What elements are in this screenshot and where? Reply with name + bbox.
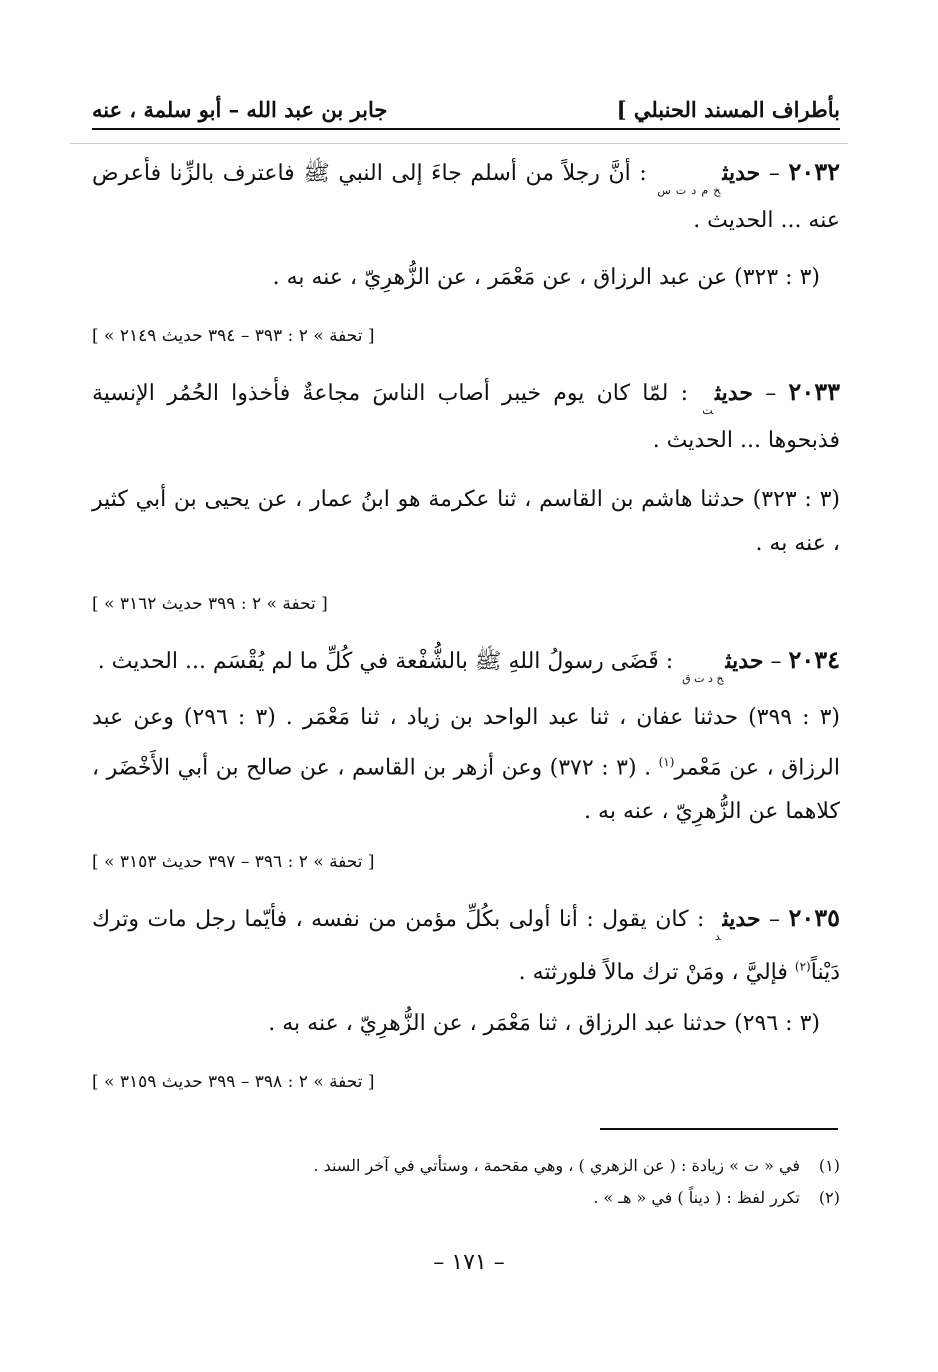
entry-number: ٢٠٣٤ [788, 645, 840, 674]
entry-keyword: حديث$_د$ [714, 906, 761, 943]
footnote-rule [600, 1128, 838, 1130]
entry-source: (٣ : ٣٢٣) حدثنا هاشم بن القاسم ، ثنا عكرمة هو ابنُ عمار ، عن يحيى بن أبي كثير ، عنه به . [92, 487, 840, 556]
footnote-marker[interactable]: (٢) [794, 960, 811, 974]
entry-source: (٣ : ٣٢٣) عن عبد الرزاق ، عن مَعْمَر ، عن الزُّهرِيّ ، عنه به . [272, 265, 820, 290]
footnotes [200, 1150, 840, 1214]
header-chapter-title: جابر بن عبد الله – أبو سلمة ، عنه [92, 97, 388, 122]
tuhfa-reference: [ « تحفة » ٢ : ٣٩٨ – ٣٩٩ حديث ٣١٥٩ ] [92, 1072, 375, 1092]
tuhfa-reference: [ « تحفة » ٢ : ٣٩٣ – ٣٩٤ حديث ٢١٤٩ ] [92, 326, 375, 346]
footnote-2: (٢)تكرر لفظ : ( ديناً ) في « هـ » . [593, 1188, 840, 1207]
footnote-marker[interactable]: (١) [658, 755, 675, 769]
entry-text: : أنَّ رجلاً من أسلم جاءَ إلى النبي ﷺ فاعترف بالزِّنا فأعرض عنه ... الحديث . [92, 161, 840, 233]
hadith-entry-2032 [92, 150, 840, 243]
entry-text: : لمّا كان يوم خيبر أصاب الناسَ مجاعةٌ فأخذوا الحُمُر الإنسية فذبحوها ... الحديث . [92, 381, 840, 453]
entry-sigla: خ د ت ق [682, 672, 724, 685]
hadith-entry-2034 [92, 638, 840, 687]
entry-keyword: حديث$_{خ د ت ق}$ [682, 648, 764, 685]
tuhfa-reference: [ « تحفة » ٢ : ٣٩٦ – ٣٩٧ حديث ٣١٥٣ ] [92, 852, 375, 872]
entry-dash: – [769, 907, 781, 932]
entry-dash: – [768, 161, 780, 186]
hadith-entry-2035 [92, 896, 840, 995]
entry-dash: – [770, 649, 782, 674]
page-number: – ١٧١ – [433, 1250, 505, 1275]
entry-sigla: ت [702, 404, 714, 417]
scan-rule [70, 143, 848, 144]
header-rule [92, 128, 840, 130]
entry-source: (٣ : ٣٩٩) حدثنا عفان ، ثنا عبد الواحد بن زياد ، ثنا مَعْمَر . (٣ : ٢٩٦) وعن عبد الرزاق ، عن مَعْمر$^{(١)}$ . (٣ : ٣٧٢) وعن أزهر بن القاسم ، عن صالح بن أبي الأَخْضَر ، كلاهما عن الزُّهرِيّ ، عنه به . [92, 705, 841, 825]
entry-keyword: حديث$_{خ م د ت س}$ [657, 160, 761, 197]
tuhfa-reference: [ « تحفة » ٢ : ٣٩٩ حديث ٣١٦٢ ] [92, 594, 328, 614]
entry-sigla: د [714, 930, 721, 943]
entry-number: ٢٠٣٢ [788, 157, 840, 186]
entry-number: ٢٠٣٥ [788, 903, 841, 932]
entry-text: : كان يقول : أنا أولى بكُلِّ مؤمن من نفسه ، فأيّما رجل مات وترك دَيْناً$^{(٢)}$ فإليَّ ، ومَنْ ترك مالاً فلورثته . [92, 907, 840, 986]
entry-text: : قَضَى رسولُ اللهِ ﷺ بالشُّفْعة في كُلِّ ما لم يُقْسَم ... الحديث . [97, 649, 674, 674]
running-header [92, 88, 840, 122]
entry-source: (٣ : ٢٩٦) حدثنا عبد الرزاق ، ثنا مَعْمَر ، عن الزُّهرِيّ ، عنه به . [268, 1011, 820, 1036]
hadith-entry-2033 [92, 370, 840, 463]
entry-number: ٢٠٣٣ [788, 377, 840, 406]
footnote-1: (١)في « ت » زيادة : ( عن الزهري ) ، وهي مقحمة ، وستأتي في آخر السند . [313, 1156, 840, 1175]
entry-dash: – [765, 381, 777, 406]
header-book-title: بأطراف المسند الحنبلي ] [616, 97, 840, 122]
entry-keyword: حديث$_ت$ [702, 380, 753, 417]
entry-sigla: خ م د ت س [657, 184, 721, 197]
